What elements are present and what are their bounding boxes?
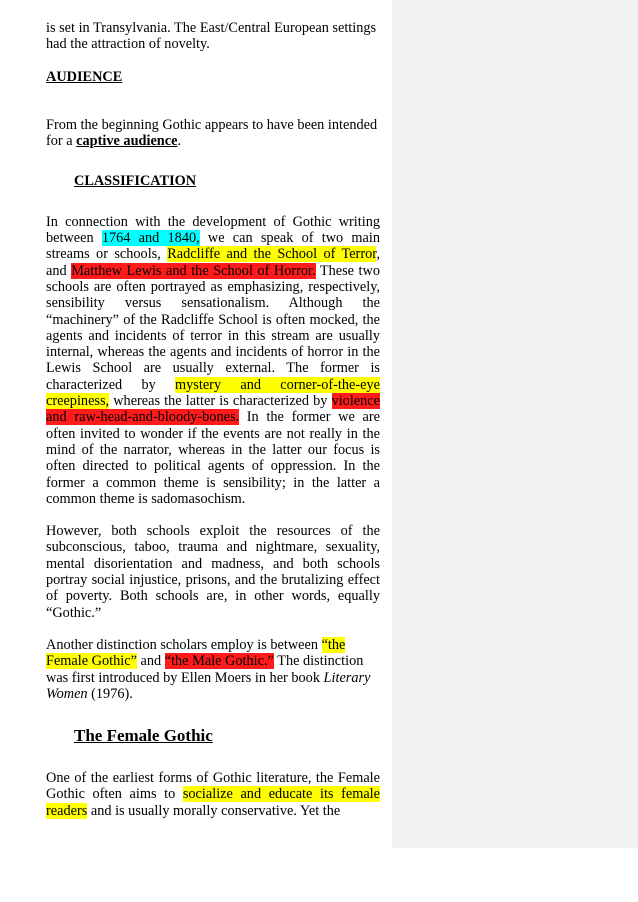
intro-continued-paragraph: is set in Transylvania. The East/Central European settings had the attraction of novelty. <box>46 20 377 53</box>
date-range-highlight: 1764 and 1840, <box>101 230 200 247</box>
classification-paragraph-2: However, both schools exploit the resources of the subconscious, taboo, trauma and nightmare, sexuality, mental disorientation and madness, and both schools portray social injustice, prisons, and the brutalizing effect of poverty. Both schools are, in other words, equally “Gothic.” <box>46 523 380 621</box>
classification-paragraph-1: In connection with the development of Gothic writing between 1764 and 1840, we can speak of two main streams or schools, Radcliffe and the School of Terror, and Matthew Lewis and the School of Horror. These two schools are often portrayed as emphasizing, respectively, sensibility versus sensationalism. Although the “machinery” of the Radcliffe School is often mocked, the agents and incidents of terror in this stream are usually internal, whereas the agents and incidents of horror in the Lewis School are usually external. The former is characterized by mystery and corner-of-the-eye creepiness, whereas the latter is characterized by violence and raw-head-and-bloody-bones. In the former we are often invited to wonder if the events are not really in the mind of the narrator, whereas in the latter our focus is often directed to political agents of oppression. In the former a common theme is sensibility; in the latter a common theme is sadomasochism. <box>46 213 380 507</box>
audience-paragraph: From the beginning Gothic appears to have been intended for a captive audience. <box>46 116 378 150</box>
violence-highlight: violence and raw-head-and-bloody-bones. <box>46 393 380 426</box>
female-gothic-highlight: “the Female Gothic” <box>46 636 346 670</box>
classification-paragraph-3: Another distinction scholars employ is between “the Female Gothic” and “the Male Gothic.” The distinction was first introduced by Ellen Moers in her book Literary Women (1976). <box>46 636 371 702</box>
mystery-highlight: mystery and corner-of-the-eye creepiness, <box>46 376 380 410</box>
page-margin-panel <box>392 0 638 848</box>
audience-heading: AUDIENCE <box>46 68 123 85</box>
book-title: Literary Women <box>46 669 371 702</box>
document-page <box>46 20 380 819</box>
radcliffe-school-highlight: Radcliffe and the School of Terror <box>167 246 377 263</box>
lewis-school-highlight: Matthew Lewis and the School of Horror. <box>71 262 316 279</box>
classification-heading: CLASSIFICATION <box>74 173 197 190</box>
socialize-highlight: socialize and educate its female readers <box>46 786 380 819</box>
male-gothic-highlight: “the Male Gothic.” <box>164 653 274 670</box>
female-gothic-paragraph: One of the earliest forms of Gothic literature, the Female Gothic often aims to socialize and educate its female readers and is usually morally conservative. Yet the <box>46 770 380 819</box>
captive-audience-emphasis: captive audience <box>76 133 178 150</box>
female-gothic-heading: The Female Gothic <box>74 726 213 746</box>
